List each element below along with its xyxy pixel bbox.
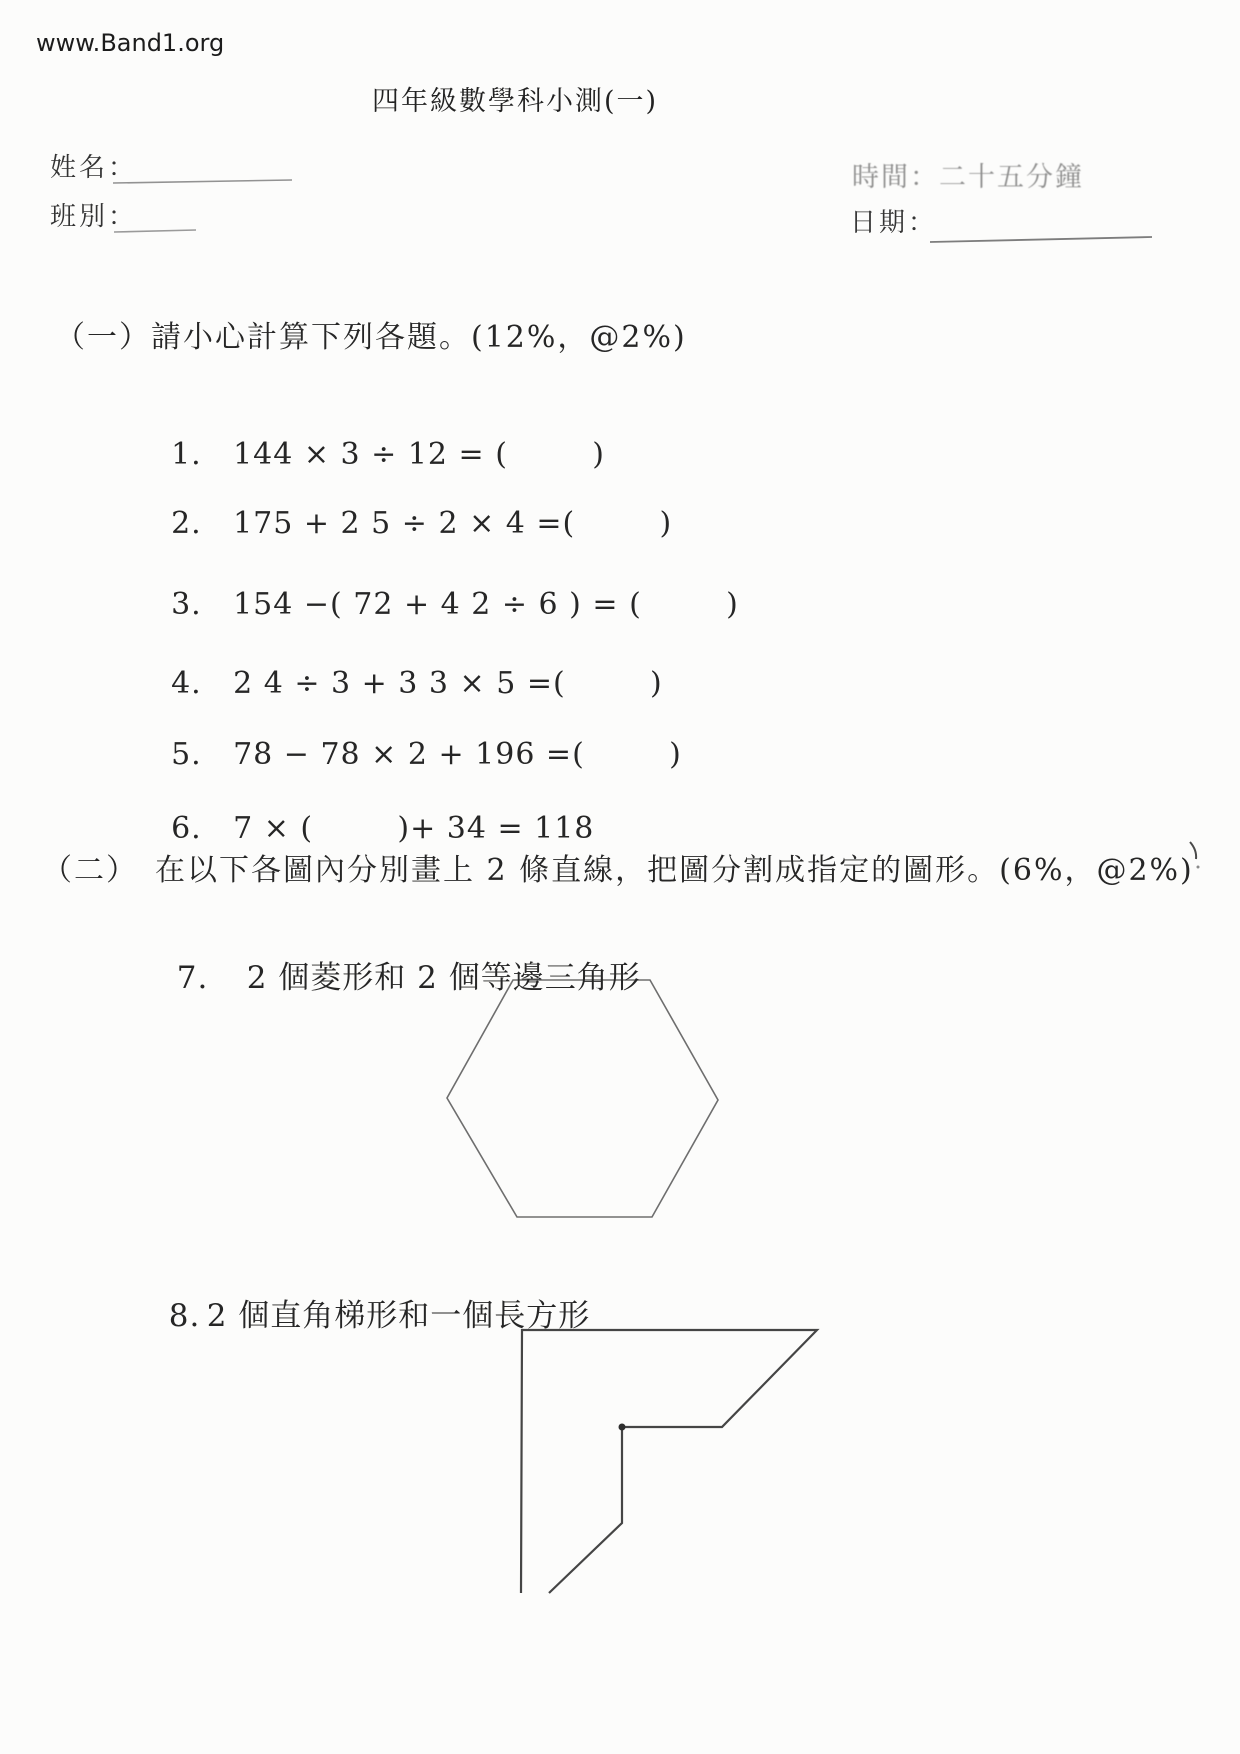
section1-heading: （一）請小心計算下列各題。(12%，@2%): [55, 320, 687, 355]
question-text: 2 個直角梯形和一個長方形: [206, 1297, 591, 1334]
watermark-url: www.Band1.org: [36, 29, 225, 57]
time-label: [852, 162, 1112, 193]
question-number: 4.: [171, 665, 202, 701]
question-text: 2 個菱形和 2 個等邊三角形: [246, 959, 641, 996]
question-number: 5.: [171, 736, 202, 772]
date-label: 日期：: [850, 208, 938, 238]
name-label-text: 姓名：: [50, 153, 138, 183]
question-expression: 78 − 78 × 2 + 196 =( ): [233, 736, 682, 772]
question-row: [147, 1263, 590, 1334]
question-expression: 144 × 3 ÷ 12 = ( ): [233, 436, 605, 472]
name-label: [50, 153, 170, 183]
hexagon-figure: [447, 980, 718, 1217]
l-shape-figure: [521, 1330, 817, 1593]
question-expression: 2 4 ÷ 3 + 3 3 × 5 =( ): [233, 665, 663, 701]
question-row: [155, 925, 641, 996]
question-number: 7.: [176, 959, 209, 996]
question-expression: 154 −( 72 + 4 2 ÷ 6 ) = ( ): [233, 586, 739, 622]
pen-mark-dot: [1197, 866, 1200, 869]
question-row: [150, 632, 663, 701]
question-row: [150, 553, 739, 622]
ink-blot: [619, 1424, 626, 1431]
question-expression: 7 × ( )+ 34 = 118: [233, 810, 595, 846]
date-blank-line: [930, 237, 1152, 242]
question-number: 3.: [171, 586, 202, 622]
question-number: 1.: [171, 436, 202, 472]
question-number: 2.: [171, 505, 202, 541]
question-row: [150, 403, 605, 472]
question-number: 8.: [168, 1297, 201, 1334]
class-label: 班別：: [50, 202, 138, 232]
question-row: [150, 777, 594, 846]
time-label-text: 時間：二十五分鐘: [852, 162, 1084, 193]
page-title: 四年級數學科小測(一): [372, 86, 659, 117]
section2-heading: （二） 在以下各圖內分別畫上 2 條直線，把圖分割成指定的圖形。(6%，@2%): [42, 853, 1194, 888]
question-expression: 175 + 2 5 ÷ 2 × 4 =( ): [233, 505, 673, 541]
question-number: 6.: [171, 810, 202, 846]
question-row: [150, 472, 672, 541]
question-row: [150, 703, 682, 772]
